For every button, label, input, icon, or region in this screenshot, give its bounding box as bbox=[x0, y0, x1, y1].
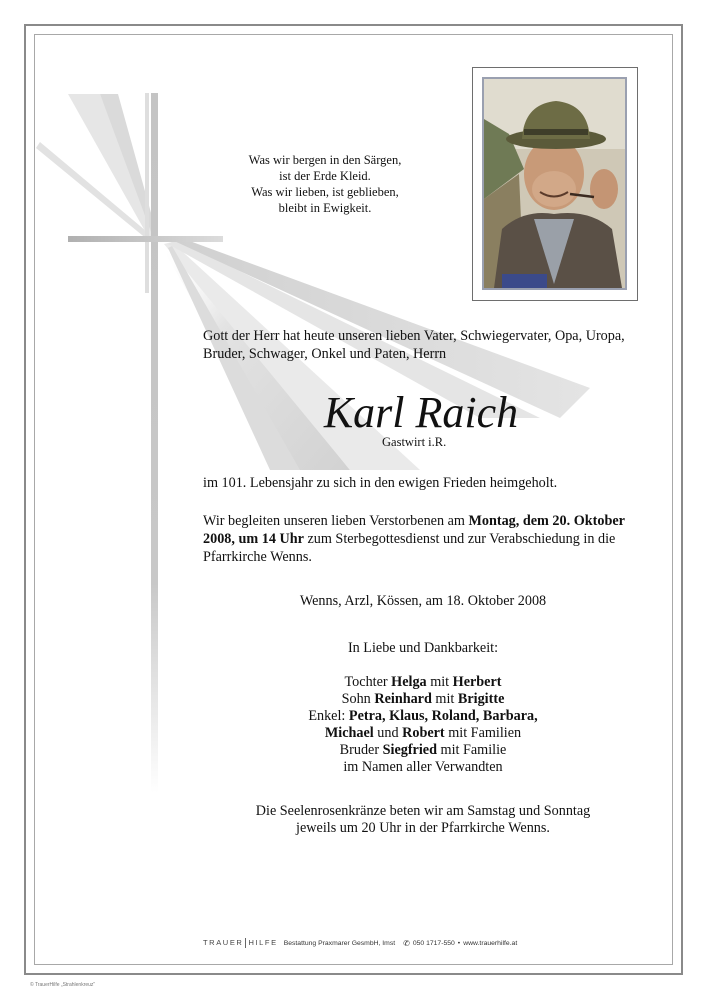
footer-phone: 050 1717-550 bbox=[412, 939, 455, 947]
phone-icon: ✆ bbox=[403, 938, 410, 948]
family-name: Petra, Klaus, Roland, Barbara, bbox=[348, 708, 538, 724]
footer-company: Bestattung Praxmarer GesmbH, Imst bbox=[283, 939, 396, 947]
family-line: im Namen aller Verwandten bbox=[343, 759, 503, 775]
funeral-text-after: zum Sterbegottesdienst und zur Verabschiedung in die Pfarrkirche Wenns. bbox=[203, 531, 616, 565]
family-text: mit Familien bbox=[444, 725, 522, 741]
footer-web[interactable]: www.trauerhilfe.at bbox=[463, 939, 518, 947]
footer-separator: • bbox=[457, 939, 461, 947]
intro-text: Gott der Herr hat heute unseren lieben Vater, Schwiegervater, Opa, Uropa, Bruder, Schwager, Onkel und Paten, Herrn bbox=[203, 328, 625, 362]
place-date: Wenns, Arzl, Kössen, am 18. Oktober 2008 bbox=[299, 593, 547, 609]
deceased-title: Gastwirt i.R. bbox=[382, 435, 447, 449]
family-name: Brigitte bbox=[457, 691, 505, 707]
rosary-line: Die Seelenrosenkränze beten wir am Samstag und Sonntag bbox=[255, 803, 591, 819]
portrait-photo bbox=[482, 77, 627, 290]
family-name: Siegfried bbox=[382, 742, 437, 758]
passing-text: im 101. Lebensjahr zu sich in den ewigen Frieden heimgeholt. bbox=[203, 475, 558, 491]
family-line bbox=[203, 725, 643, 742]
trauerhilfe-logo bbox=[203, 938, 278, 948]
family-name: Michael bbox=[324, 725, 374, 741]
family-text: mit bbox=[426, 674, 453, 690]
poem-line: ist der Erde Kleid. bbox=[279, 169, 371, 183]
cross-vertical-bar bbox=[151, 93, 158, 793]
family-name: Robert bbox=[402, 725, 445, 741]
family-text: und bbox=[373, 725, 403, 741]
family-line bbox=[203, 691, 643, 708]
photo-frame bbox=[472, 67, 638, 301]
family-text: Sohn bbox=[341, 691, 375, 707]
family-line bbox=[203, 708, 643, 725]
family-name: Reinhard bbox=[374, 691, 432, 707]
funeral-date: Montag, dem 20. Oktober 2008, um 14 Uhr bbox=[203, 513, 625, 547]
family-text: mit Familie bbox=[436, 742, 507, 758]
funeral-announcement bbox=[203, 512, 643, 566]
footer bbox=[203, 935, 533, 951]
poem-line: Was wir bergen in den Särgen, bbox=[248, 153, 402, 167]
poem bbox=[215, 152, 435, 216]
family-text: Bruder bbox=[339, 742, 383, 758]
family-list bbox=[203, 674, 643, 776]
gratitude-line: In Liebe und Dankbarkeit: bbox=[347, 640, 499, 656]
logo-left-text: TRAUER bbox=[203, 937, 244, 947]
funeral-text-before: Wir begleiten unseren lieben Verstorbenen am bbox=[203, 513, 469, 529]
copyright-note: © TrauerHilfe „Strahlenkreuz“ bbox=[30, 982, 96, 988]
family-line bbox=[203, 742, 643, 759]
poem-line: bleibt in Ewigkeit. bbox=[278, 201, 372, 215]
family-name: Helga bbox=[391, 674, 427, 690]
family-line bbox=[203, 674, 643, 691]
logo-right-text: HILFE bbox=[248, 937, 278, 947]
deceased-name: Karl Raich bbox=[323, 388, 519, 437]
family-text: Tochter bbox=[344, 674, 392, 690]
rosary-note bbox=[203, 803, 643, 837]
family-name: Herbert bbox=[452, 674, 502, 690]
cross-vertical-shadow bbox=[145, 93, 149, 293]
rosary-line: jeweils um 20 Uhr in der Pfarrkirche Wenns. bbox=[296, 820, 550, 836]
cross-horizontal-bar bbox=[68, 236, 223, 242]
family-text: mit bbox=[431, 691, 458, 707]
poem-line: Was wir lieben, ist geblieben, bbox=[251, 185, 399, 199]
family-text: Enkel: bbox=[308, 708, 349, 724]
